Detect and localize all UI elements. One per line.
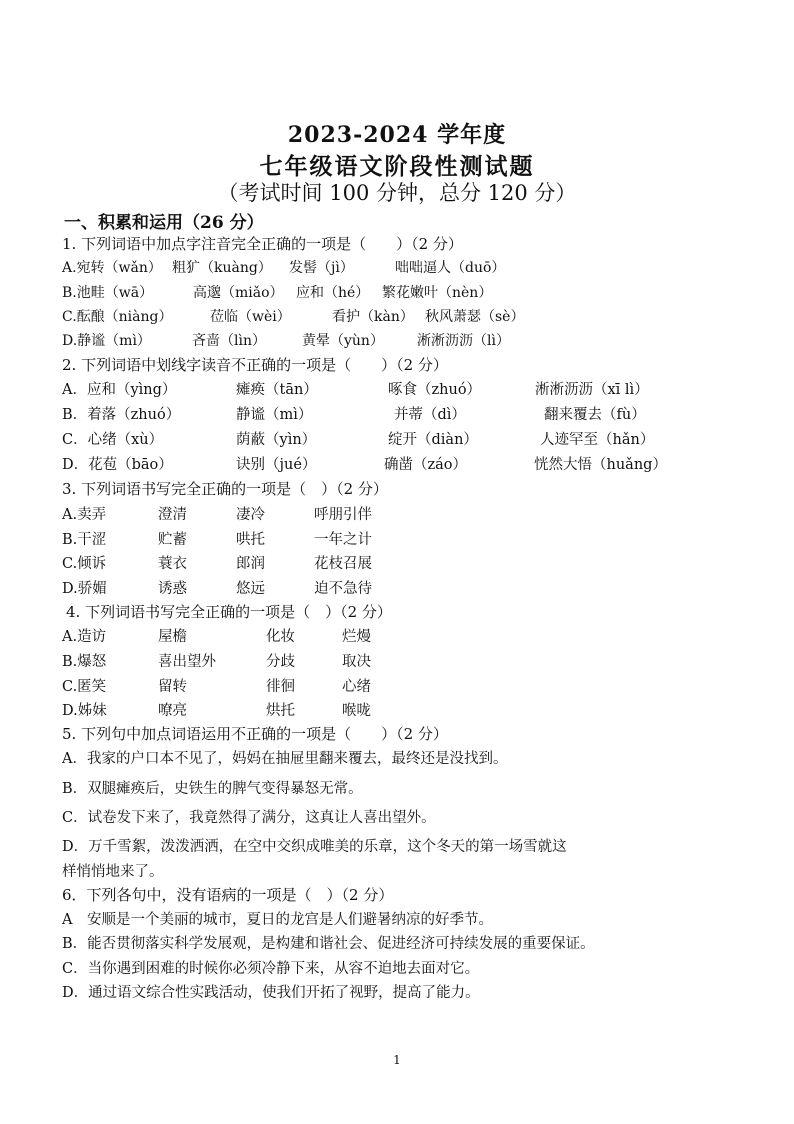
- q2-option-d: D．花苞（bāo） 诀别（jué） 确凿（záo） 恍然大悟（huǎng）: [62, 457, 667, 473]
- q6-option-a: A 安顺是一个美丽的城市，夏日的龙宫是人们避暑纳凉的好季节。: [62, 912, 493, 928]
- q4-option-a: A.造访 屋檐 化妆 烂熳: [62, 629, 371, 645]
- q4-option-c: C.匿笑 留转 徘徊 心绪: [62, 679, 371, 695]
- q3-option-a: A.卖弄 澄清 凄冷 呼朋引伴: [62, 507, 372, 523]
- q2-option-a: A．应和（yìng） 瘫痪（tān） 啄食（zhuó） 淅淅沥沥（xī lì）: [62, 382, 649, 398]
- page-number: 1: [393, 1053, 401, 1067]
- section-1-title: 一、积累和运用（26 分）: [64, 213, 264, 233]
- q5-option-c: C．试卷发下来了，我竟然得了满分，这真让人喜出望外。: [62, 810, 436, 826]
- q3-stem: 3. 下列词语书写完全正确的一项是（ ）（2 分）: [62, 480, 388, 498]
- q1-option-d: D.静谧（mì） 吝啬（lìn） 黄晕（yùn） 淅淅沥沥（lì）: [62, 333, 510, 349]
- q4-stem: 4. 下列词语书写完全正确的一项是（ ）（2 分）: [66, 603, 392, 621]
- q5-option-b: B．双腿瘫痪后，史铁生的脾气变得暴怒无常。: [62, 781, 363, 797]
- q3-option-d: D.骄媚 诱惑 悠远 迫不急待: [62, 581, 372, 597]
- q6-option-b: B．能否贯彻落实科学发展观，是构建和谐社会、促进经济可持续发展的重要保证。: [62, 936, 595, 952]
- q1-option-c: C.酝酿（niàng） 莅临（wèi） 看护（kàn） 秋风萧瑟（sè）: [62, 309, 525, 325]
- q3-option-b: B.干涩 贮蓄 哄托 一年之计: [62, 532, 372, 548]
- exam-title: 七年级语文阶段性测试题: [259, 153, 535, 180]
- q2-stem: 2. 下列词语中划线字读音不正确的一项是（ ）（2 分）: [62, 356, 448, 374]
- q3-option-c: C.倾诉 蓑衣 郎润 花枝召展: [62, 556, 372, 572]
- q6-option-d: D．通过语文综合性实践活动，使我们开拓了视野，提高了能力。: [62, 985, 480, 1001]
- q6-stem: 6．下列各句中，没有语病的一项是（ ）（2 分）: [62, 886, 394, 904]
- q5-option-a: A．我家的户口本不见了，妈妈在抽屉里翻来覆去，最终还是没找到。: [62, 751, 508, 767]
- q6-option-c: C．当你遇到困难的时候你必须冷静下来，从容不迫地去面对它。: [62, 961, 480, 977]
- q4-option-b: B.爆怒 喜出望外 分歧 取决: [62, 654, 371, 670]
- q2-option-c: C．心绪（xù） 荫蔽（yìn） 绽开（diàn） 人迹罕至（hǎn）: [62, 432, 655, 448]
- q1-option-b: B.池畦（wā） 高邈（miǎo） 应和（hé） 繁花嫩叶（nèn）: [62, 285, 493, 301]
- q5-option-d-line2: 样悄悄地来了。: [62, 864, 164, 880]
- exam-year: 2023-2024 学年度: [287, 122, 507, 148]
- exam-subtitle: （考试时间 100 分钟，总分 120 分）: [217, 181, 577, 205]
- q1-stem: 1. 下列词语中加点字注音完全正确的一项是（ ）（2 分）: [62, 235, 463, 253]
- q5-stem: 5. 下列句中加点词语运用不正确的一项是（ ）（2 分）: [62, 725, 448, 743]
- q2-option-b: B．着落（zhuó） 静谧（mì） 并蒂（dì） 翻来覆去（fù）: [62, 407, 646, 423]
- q1-option-a: A.宛转（wǎn） 粗犷（kuàng） 发髻（jì） 咄咄逼人（duō）: [62, 260, 506, 276]
- q5-option-d-line1: D．万千雪絮，泼泼洒洒，在空中交织成唯美的乐章，这个冬天的第一场雪就这: [62, 839, 567, 855]
- q4-option-d: D.姊妹 嘹亮 烘托 喉咙: [62, 703, 371, 719]
